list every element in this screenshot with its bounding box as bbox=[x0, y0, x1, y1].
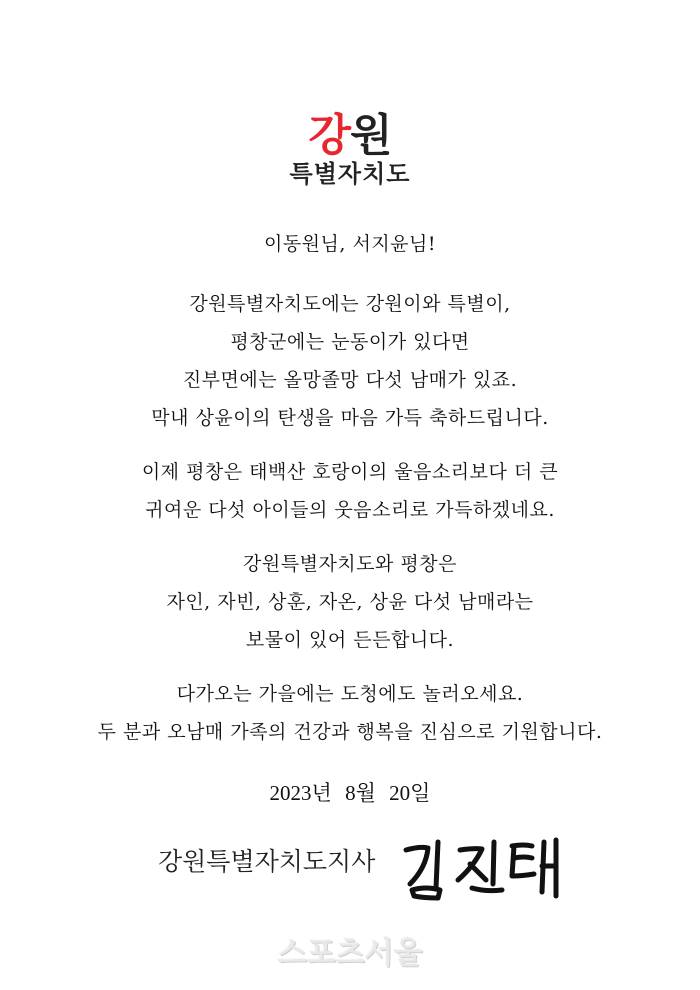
logo-subtitle: 특별자치도 bbox=[289, 160, 411, 188]
date-year: 2023년 bbox=[269, 781, 332, 805]
watermark-logo: 스포츠서울 bbox=[277, 936, 423, 971]
handwritten-signature bbox=[398, 832, 568, 902]
governor-title: 강원특별자치도지사 bbox=[158, 847, 376, 876]
paragraph-2-line-2: 귀여운 다섯 아이들의 웃음소리로 가득하겠네요. bbox=[145, 499, 555, 521]
gangwon-logo bbox=[0, 112, 700, 188]
paragraph-4-line-1: 다가오는 가을에는 도청에도 놀러오세요. bbox=[176, 683, 524, 705]
letter-date bbox=[0, 780, 700, 806]
paragraph-1-line-4: 막내 상윤이의 탄생을 마음 가득 축하드립니다. bbox=[151, 407, 549, 429]
logo-wordmark bbox=[0, 112, 700, 160]
paragraph-2-line-1: 이제 평창은 태백산 호랑이의 울음소리보다 더 큰 bbox=[141, 461, 559, 483]
salutation: 이동원님, 서지윤님! bbox=[263, 233, 437, 255]
paragraph-3-line-3: 보물이 있어 든든합니다. bbox=[245, 629, 455, 651]
paragraph-1-line-3: 진부면에는 올망졸망 다섯 남매가 있죠. bbox=[182, 369, 518, 391]
paragraph-1-line-1: 강원특별자치도에는 강원이와 특별이, bbox=[189, 293, 511, 315]
date-day: 20일 bbox=[389, 781, 431, 805]
paragraph-3-line-2: 자인, 자빈, 상훈, 자온, 상윤 다섯 남매라는 bbox=[166, 591, 534, 613]
date-month: 8월 bbox=[345, 781, 376, 805]
paragraph-4-line-2: 두 분과 오남매 가족의 건강과 행복을 진심으로 기원합니다. bbox=[97, 721, 603, 743]
paragraph-1-line-2: 평창군에는 눈동이가 있다면 bbox=[230, 331, 470, 353]
logo-char-second: 원 bbox=[350, 110, 392, 161]
paragraph-3-line-1: 강원특별자치도와 평창은 bbox=[243, 553, 457, 575]
logo-char-first: 강 bbox=[308, 110, 350, 161]
